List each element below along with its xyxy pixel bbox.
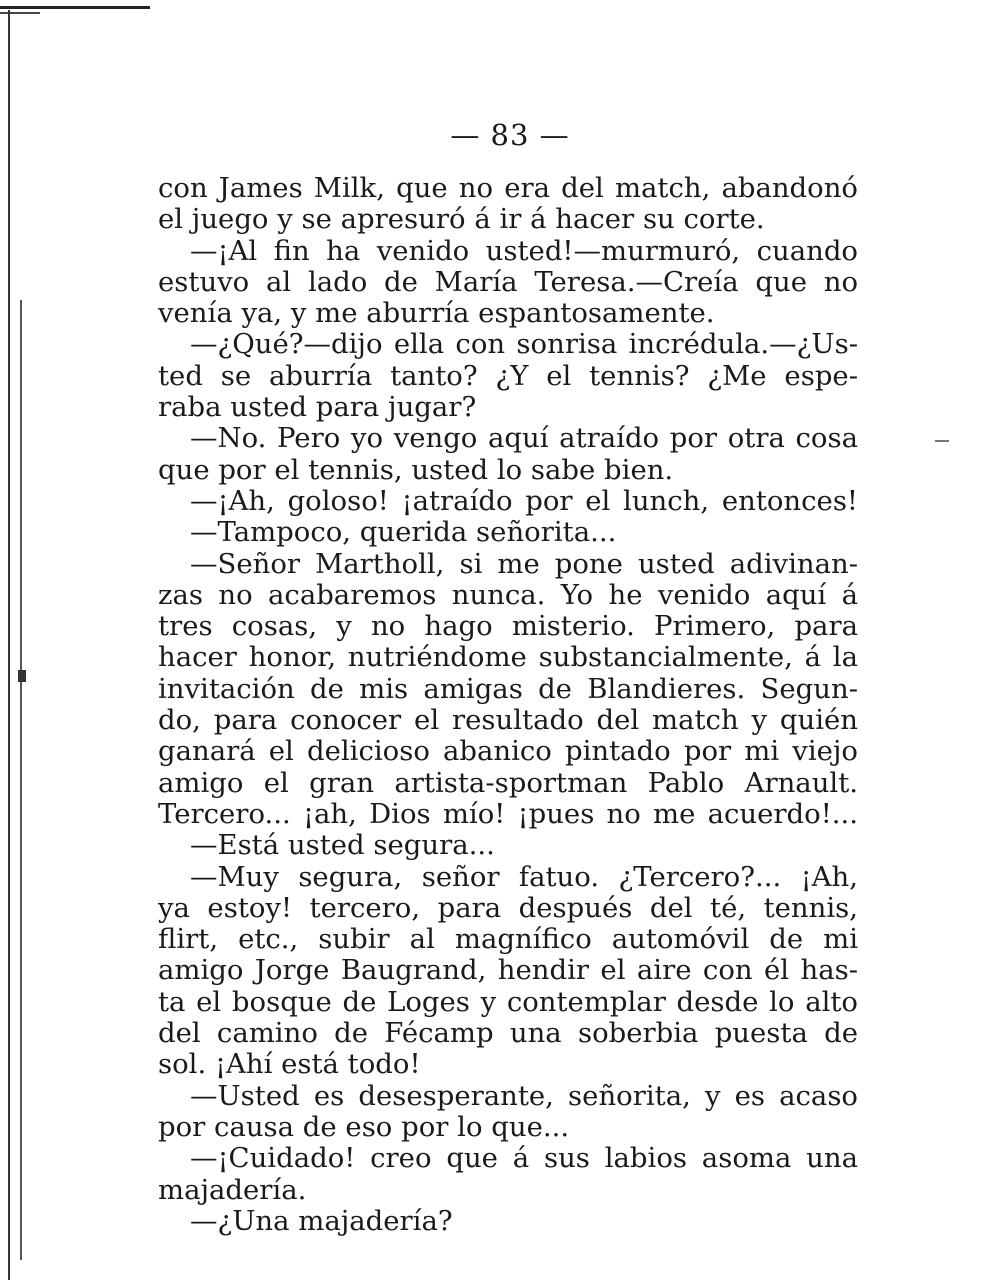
text-line: majadería. bbox=[158, 1173, 307, 1206]
text-line: ta el bosque de Loges y contemplar desde lo alto bbox=[158, 985, 858, 1018]
scan-edge-left bbox=[8, 10, 10, 1280]
text-line: —¿Una majadería? bbox=[190, 1204, 453, 1237]
page-text bbox=[158, 173, 858, 1237]
text-line: amigo el gran artista-sportman Pablo Arnault. bbox=[158, 766, 858, 799]
text-line: flirt, etc., subir al magnífico automóvil de mi bbox=[158, 923, 858, 956]
text-line: —¿Qué?—dijo ella con sonrisa incrédula.—¿Us- bbox=[190, 328, 858, 361]
text-line: —Muy segura, señor fatuo. ¿Tercero?... ¡Ah, bbox=[190, 860, 858, 893]
text-line: con James Milk, que no era del match, abandonó bbox=[158, 172, 858, 204]
text-line: —¡Cuidado! creo que á sus labios asoma una bbox=[190, 1142, 858, 1175]
text-line: por causa de eso por lo que... bbox=[158, 1110, 570, 1143]
text-line: —Usted es desesperante, señorita, y es acaso bbox=[190, 1079, 858, 1112]
text-line: —Está usted segura... bbox=[190, 829, 495, 862]
text-line: ganará el delicioso abanico pintado por mi viejo bbox=[158, 735, 858, 768]
text-line: ted se aburría tanto? ¿Y el tennis? ¿Me espe- bbox=[158, 359, 858, 392]
text-line: —Señor Martholl, si me pone usted adivinan- bbox=[190, 547, 858, 580]
scan-edge-top bbox=[0, 6, 150, 9]
text-line: estuvo al lado de María Teresa.—Creía que no bbox=[158, 265, 858, 298]
scan-edge-mark bbox=[18, 670, 26, 682]
text-line: do, para conocer el resultado del match y quién bbox=[158, 704, 858, 737]
page-number-header: — 83 — bbox=[450, 118, 570, 152]
text-line: tres cosas, y no hago misterio. Primero, para bbox=[158, 610, 858, 643]
text-line: raba usted para jugar? bbox=[158, 391, 477, 424]
scan-edge-top-secondary bbox=[0, 12, 40, 14]
text-line: amigo Jorge Baugrand, hendir el aire con él has- bbox=[158, 954, 858, 987]
text-line: invitación de mis amigas de Blandieres. Segun- bbox=[158, 672, 858, 705]
text-line: zas no acabaremos nunca. Yo he venido aquí á bbox=[158, 578, 858, 611]
stray-mark bbox=[935, 440, 949, 442]
text-line: —Tampoco, querida señorita... bbox=[190, 516, 617, 549]
text-line: —No. Pero yo vengo aquí atraído por otra cosa bbox=[190, 422, 858, 455]
text-line: sol. ¡Ahí está todo! bbox=[158, 1048, 421, 1081]
text-line: del camino de Fécamp una soberbia puesta de bbox=[158, 1017, 858, 1050]
text-line: —¡Ah, goloso! ¡atraído por el lunch, entonces! bbox=[190, 484, 858, 517]
text-line: que por el tennis, usted lo sabe bien. bbox=[158, 453, 674, 486]
text-line: el juego y se apresuró á ir á hacer su corte. bbox=[158, 203, 765, 236]
scan-edge-left-inner bbox=[20, 300, 22, 1260]
text-line: hacer honor, nutriéndome substancialmente, á la bbox=[158, 641, 858, 674]
text-line: —¡Al fin ha venido usted!—murmuró, cuando bbox=[190, 234, 858, 267]
text-line: venía ya, y me aburría espantosamente. bbox=[158, 297, 715, 330]
text-line: Tercero... ¡ah, Dios mío! ¡pues no me acuerdo!... bbox=[158, 797, 858, 830]
text-line: ya estoy! tercero, para después del té, tennis, bbox=[158, 891, 858, 924]
